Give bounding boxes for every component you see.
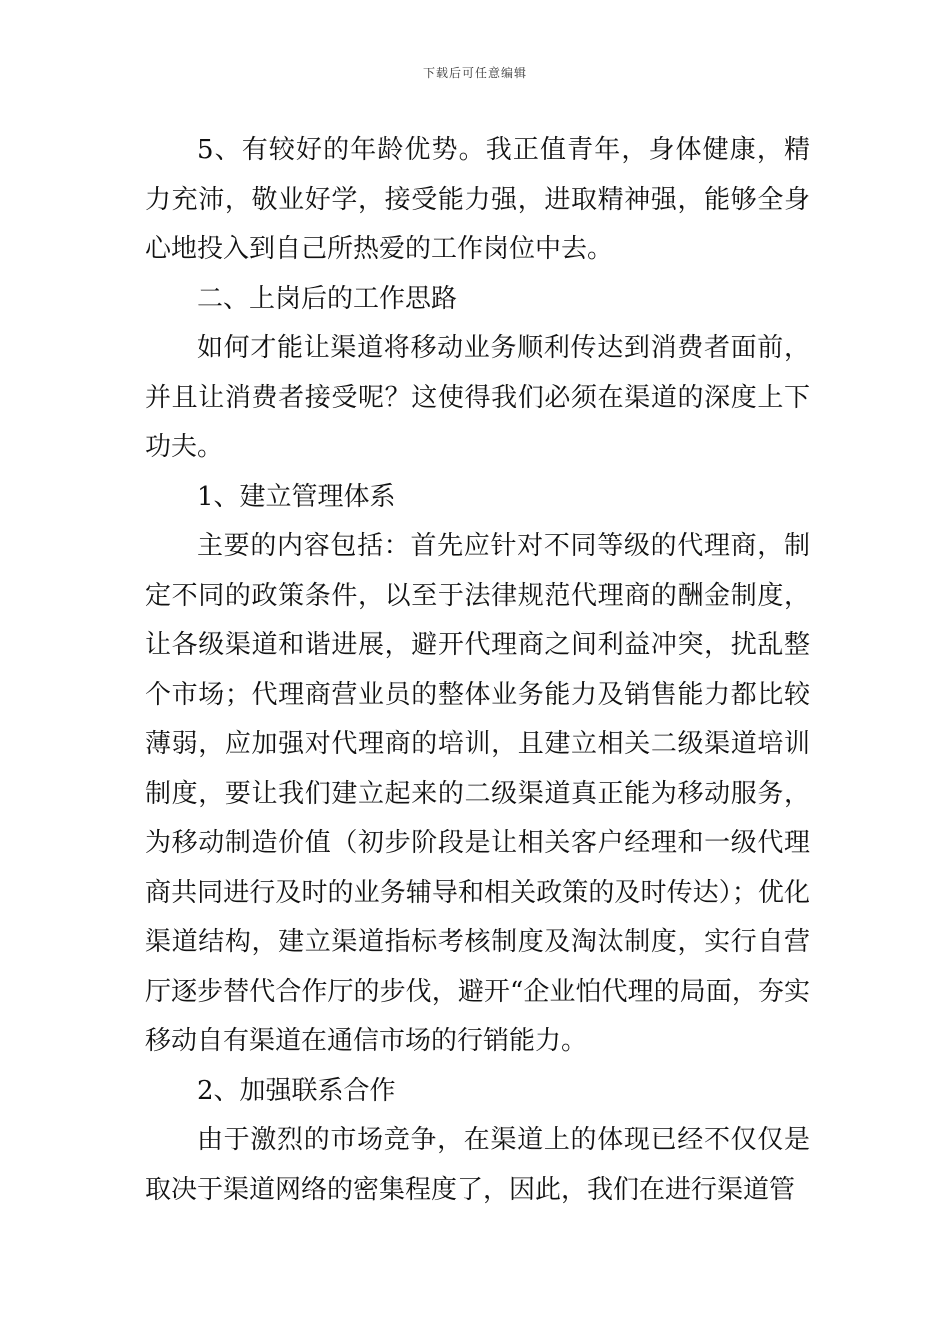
paragraph-channel-depth: 如何才能让渠道将移动业务顺利传达到消费者面前，并且让消费者接受呢？这使得我们必须在渠道的深度上下功夫。	[145, 333, 810, 462]
paragraph-age-advantage: 5、有较好的年龄优势。我正值青年，身体健康，精力充沛，敬业好学，接受能力强，进取精神强，能够全身心地投入到自己所热爱的工作岗位中去。	[145, 135, 810, 264]
subheading-management-system: 1、建立管理体系	[197, 481, 396, 512]
paragraph-market-competition: 由于激烈的市场竞争，在渠道上的体现已经不仅仅是取决于渠道网络的密集程度了，因此，我们在进行渠道管	[145, 1125, 810, 1205]
subheading-cooperation: 2、加强联系合作	[197, 1075, 396, 1106]
page-header: 下载后可任意编辑	[422, 66, 527, 80]
section-heading-work-ideas: 二、上岗后的工作思路	[197, 283, 458, 314]
document-body	[145, 126, 810, 1215]
paragraph-management-content: 主要的内容包括：首先应针对不同等级的代理商，制定不同的政策条件，以至于法律规范代理商的酬金制度，让各级渠道和谐进展，避开代理商之间利益冲突，扰乱整个市场；代理商营业员的整体业务能力及销售能力都比较薄弱，应加强对代理商的培训，且建立相关二级渠道培训制度，要让我们建立起来的二级渠道真正能为移动服务，为移动制造价值（初步阶段是让相关客户经理和一级代理商共同进行及时的业务辅导和相关政策的及时传达）；优化渠道结构，建立渠道指标考核制度及淘汰制度，实行自营厅逐步替代合作厅的步伐，避开“企业怕代理的局面，夯实移动自有渠道在通信市场的行销能力。	[145, 531, 810, 1056]
